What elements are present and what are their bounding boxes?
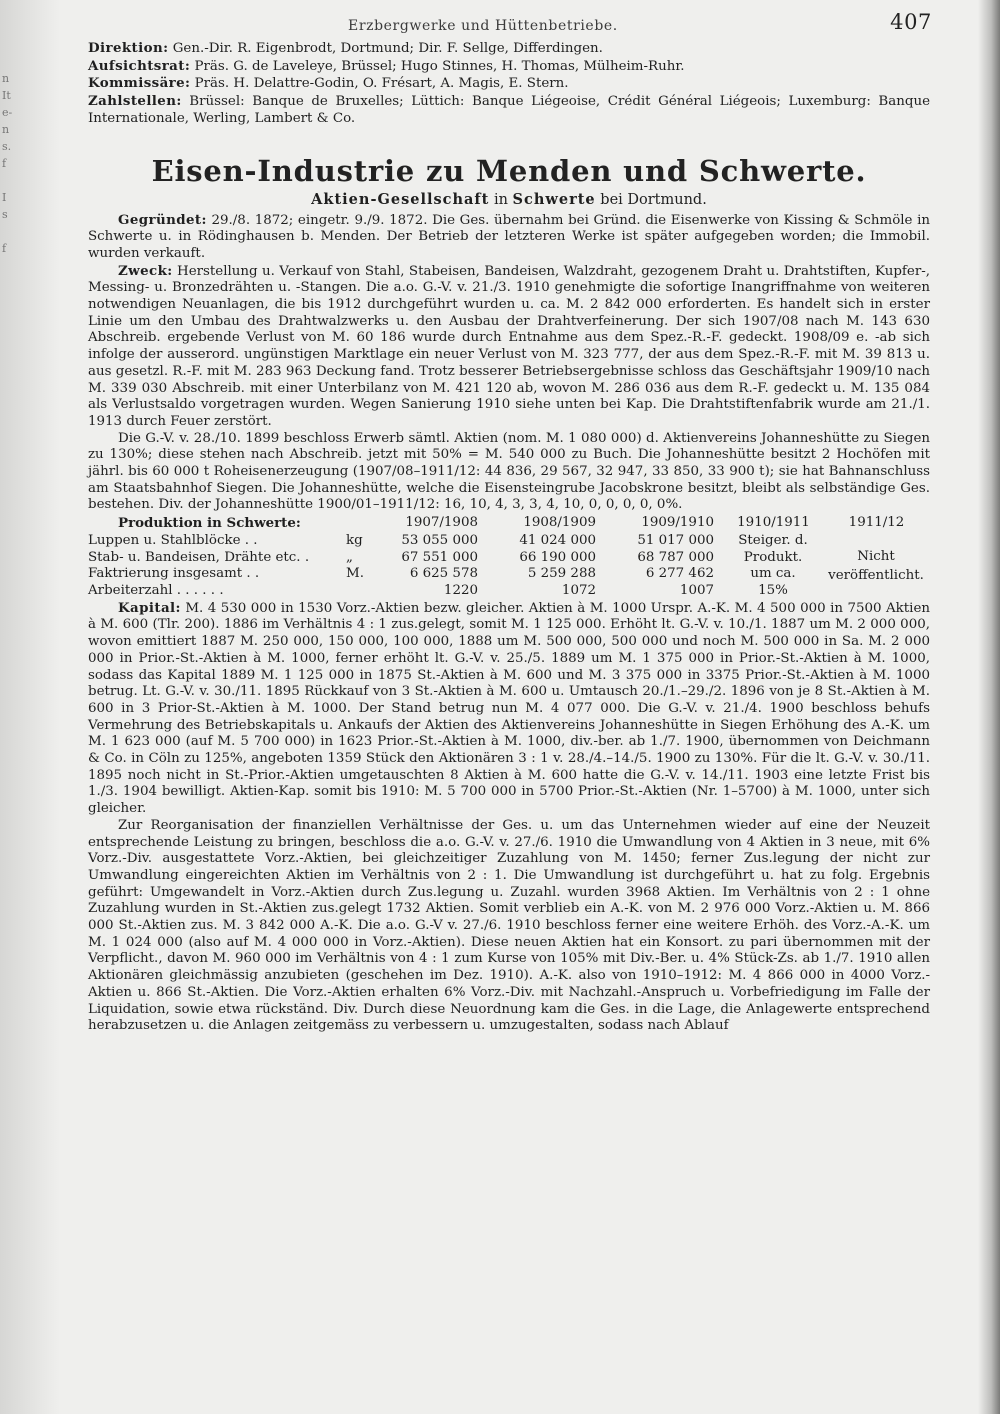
reorganisation-paragraph: Zur Reorganisation der finanziellen Verhältnisse der Ges. u. um das Unternehmen wieder auf eine der Neuzeit entsprechende Leistung zu bringen, beschloss die a.o. G.-V. v. 27./6. 1910 die Umwandlung von 4 Aktien in 3 neue, mit 6% Vorz.-Div. ausgestattete Vorz.-Aktien, bei gleichzeitiger Zuzahlung von M. 1450; ferner Zus.legung der nicht zur Umwandlung eingereichten Aktien im Verhältnis von 2 : 1. Die Umwandlung ist durchgeführt u. hat zu folg. Ergebnis geführt: Umgewandelt in Vorz.-Aktien durch Zus.legung u. Zuzahl. wurden 3968 Aktien. Im Verhältnis von 2 : 1 ohne Zuzahlung wurden in St.-Aktien zus.gelegt 1732 Aktien. Somit verblieb ein A.-K. von M. 2 976 000 Vorz.-Aktien u. M. 866 000 St.-Aktien zus. M. 3 842 000 A.-K. Die a.o. G.-V v. 27./6. 1910 beschloss ferner eine weitere Erhöh. des Vorz.-A.-K. um M. 1 024 000 (also auf M. 4 000 000 in Vorz.-Aktien). Diese neuen Aktien hat ein Konsort. zu pari übernommen mit der Verpflicht., davon M. 960 000 im Verhältnis von 4 : 1 zum Kurse von 105% mit Div.-Ber. u. 4% Stück-Zs. ab 1./7. 1910 allen Aktionären gleichmässig anzubieten (geschehen im Dez. 1910). A.-K. also von 1910–1912: M. 4 866 000 in 4000 Vorz.-Aktien u. 866 St.-Aktien. Die Vorz.-Aktien erhalten 6% Vorz.-Div. mit Nachzahl.-Anspruch u. Vorbefriedigung im Falle der Liquidation, sowie etwa rückständ. Div. Durch diese Neuordnung kam die Ges. in die Lage, die Anlagewerte entsprechend herabzusetzen u. die Anlagen zeitgemäss zu verbessern u. umzugestalten, sodass nach Ablauf (88, 817, 930, 1034)
row-unit: „ (346, 549, 353, 565)
row-name: Arbeiterzahl . . . . . . (88, 582, 224, 598)
purpose-label: Zweck: (118, 262, 173, 279)
capital-paragraph (88, 600, 930, 818)
row-note: um ca. (750, 566, 796, 582)
margin-glyph: s. (2, 140, 12, 153)
row-note: Produkt. (743, 549, 803, 565)
entry-label: Zahlstellen: (88, 93, 182, 110)
cell-value: 66 190 000 (519, 549, 596, 565)
directory-entry (88, 75, 930, 93)
table-row (88, 533, 930, 550)
directory-entry (88, 58, 930, 76)
year-header: 1910/1911 (737, 515, 810, 531)
cell-value: 6 277 462 (645, 566, 714, 582)
capital-label: Kapital: (118, 599, 181, 616)
running-title: Erzbergwerke und Hüttenbetriebe. (348, 18, 618, 34)
cell-value: 41 024 000 (519, 532, 596, 548)
directory-block (88, 40, 930, 128)
row-unit (346, 583, 370, 600)
margin-glyph: It (2, 89, 11, 102)
page-right-edge (978, 0, 1000, 1414)
row-name: Stab- u. Bandeisen, Drähte etc. . (88, 549, 310, 565)
margin-glyph: f (2, 242, 7, 255)
table-row (88, 566, 930, 583)
table-row (88, 550, 930, 567)
page-number: 407 (890, 10, 932, 34)
cell-value: 5 259 288 (527, 566, 596, 582)
entry-label: Direktion: (88, 40, 169, 56)
not-published-note: Nicht veröffentlicht. (828, 549, 924, 584)
year-header: 1908/1909 (523, 515, 596, 531)
subtitle-form: Aktien-Gesellschaft (311, 190, 490, 208)
row-note: Steiger. d. (738, 532, 808, 548)
founded-label: Gegründet: (118, 211, 207, 228)
subtitle-place: Schwerte (512, 190, 596, 208)
cell-value: 68 787 000 (637, 549, 714, 565)
company-subtitle (88, 190, 930, 210)
margin-glyph: e- (2, 106, 13, 119)
cell-value: 1007 (679, 582, 714, 598)
johanneshuette-paragraph: Die G.-V. v. 28./10. 1899 beschloss Erwerb sämtl. Aktien (nom. M. 1 080 000) d. Aktienvereins Johanneshütte zu Siegen zu 130%; diese stehen nach Abschreib. jetzt mit 50% = M. 540 000 zu Buch. Die Johanneshütte besitzt 2 Hochöfen mit jährl. bis 60 000 t Roheisenerzeugung (1907/08–1911/12: 44 836, 29 567, 32 947, 33 850, 33 900 t); sie hat Bahnanschluss am Staatsbahnhof Siegen. Die Johanneshütte, welche die Eisensteingrube Jacobskrone besitzt, bleibt als selbständige Ges. bestehen. Div. der Johanneshütte 1900/01–1911/12: 16, 10, 4, 3, 3, 4, 10, 0, 0, 0, 0, 0%. (88, 430, 930, 513)
cell-value: 6 625 578 (409, 566, 478, 582)
entry-text: Präs. G. de Laveleye, Brüssel; Hugo Stinnes, H. Thomas, Mülheim-Ruhr. (194, 58, 685, 74)
production-label: Produktion in Schwerte: (118, 515, 301, 532)
company-title: Eisen-Industrie zu Menden und Schwerte. (151, 153, 867, 188)
production-header-row (88, 514, 930, 533)
margin-glyph (2, 172, 16, 189)
row-note: 15% (758, 582, 788, 598)
founded-paragraph (88, 212, 930, 263)
cell-value: 51 017 000 (637, 532, 714, 548)
margin-glyph: n (2, 123, 10, 136)
cell-value: 53 055 000 (401, 532, 478, 548)
entry-text: Brüssel: Banque de Bruxelles; Lüttich: Banque Liégeoise, Crédit Général Liégeois; Luxemburg: Banque Internationale, Werling, Lambert & Co. (88, 94, 930, 126)
running-head (88, 12, 930, 40)
year-header: 1907/1908 (405, 515, 478, 531)
capital-text: M. 4 530 000 in 1530 Vorz.-Aktien bezw. gleicher. Aktien à M. 1000 Urspr. A.-K. M. 4 500 000 in 7500 Aktien à M. 600 (Tlr. 200). 1886 im Verhältnis 4 : 1 zus.gelegt, somit M. 1 125 000. Erhöht lt. G.-V. v. 10./1. 1887 um M. 2 000 000, wovon emittiert 1887 M. 250 000, 150 000, 100 000, 1888 um M. 500 000, 500 000 und noch M. 500 000 in Sa. M. 2 000 000 in Prior.-St.-Aktien à M. 1000, ferner erhöht lt. G.-V. v. 25./5. 1889 um M. 1 375 000 in Prior.-St.-Aktien à M. 1000, sodass das Kapital 1889 M. 1 125 000 in 1875 St.-Aktien à M. 600 und M. 3 375 000 in 3375 Prior.-St.-Aktien à M. 1000 betrug. Lt. G.-V. v. 30./11. 1895 Rückkauf von 3 St.-Aktien à M. 600 u. Umtausch 20./1.–29./2. 1896 von je 8 St.-Aktien à M. 600 in 3 Prior-St.-Aktien à M. 1000. Der Stand betrug nun M. 4 077 000. Die G.-V. v. 21./4. 1900 beschloss behufs Vermehrung des Betriebskapitals u. Ankaufs der Aktien des Aktienvereins Johanneshütte in Siegen Erhöhung des A.-K. um M. 1 623 000 (auf M. 5 700 000) in 1623 Prior.-St.-Aktien à M. 1000, div.-ber. ab 1./7. 1900, übernommen von Deichmann & Co. in Cöln zu 125%, angeboten 1359 Stück den Aktionären 3 : 1 v. 28./4.–14./5. 1900 zu 130%. Für die lt. G.-V. v. 30./11. 1895 noch nicht in St.-Prior.-Aktien umgetauschten 8 Aktien à M. 600 hatte die G.-V. v. 14./11. 1903 eine letzte Frist bis 1./3. 1904 bewilligt. Aktien-Kap. somit bis 1910: M. 5 700 000 in 5700 Prior.-St.-Aktien (Nr. 1–5700) à M. 1000, unter sich gleicher. (88, 600, 930, 817)
row-name: Luppen u. Stahlblöcke . . (88, 532, 258, 548)
year-header: 1911/12 (848, 515, 905, 531)
directory-entry (88, 40, 930, 58)
row-unit: kg (346, 532, 363, 548)
subtitle-rest: bei Dortmund. (600, 191, 707, 208)
row-unit: M. (346, 566, 364, 582)
margin-glyph (2, 223, 16, 240)
cell-value: 1072 (561, 582, 596, 598)
entry-label: Kommissäre: (88, 75, 191, 92)
year-header: 1909/1910 (641, 515, 714, 531)
entry-text: Gen.-Dir. R. Eigenbrodt, Dortmund; Dir. F. Sellge, Differdingen. (172, 41, 603, 56)
entry-label: Aufsichtsrat: (88, 57, 191, 74)
margin-fragments (2, 70, 16, 257)
purpose-text: Herstellung u. Verkauf von Stahl, Stabeisen, Bandeisen, Walzdraht, gezogenem Draht u. Drahtstiften, Kupfer-, Messing- u. Bronzedrähten u. -Stangen. Die a.o. G.-V. v. 21./3. 1910 genehmigte die sofortige Inangriffnahme von weiteren notwendigen Neuanlagen, die bis 1912 durchgeführt wurden u. ca. M. 2 842 000 erforderten. Es handelt sich in erster Linie um den Umbau des Drahtwalzwerks u. den Ausbau der Drahtverfeinerung. Der sich 1907/08 nach M. 143 630 Abschreib. ergebende Verlust von M. 60 186 wurde durch Entnahme aus dem Spez.-R.-F. gedeckt. 1908/09 e. -ab sich infolge der ausserord. ungünstigen Marktlage ein neuer Verlust von M. 323 777, der aus dem Spez.-R.-F. mit M. 39 813 u. aus gesetzl. R.-F. mit M. 283 963 Deckung fand. Trotz besserer Betriebsergebnisse schloss das Geschäftsjahr 1909/10 nach M. 339 030 Abschreib. mit einer Unterbilanz von M. 421 120 ab, wovon M. 286 036 aus dem R.-F. gedeckt u. M. 135 084 als Verlustsaldo vorgetragen wurden. Wegen Sanierung 1910 siehe unten bei Kap. Die Drahtstiftenfabrik wurde am 21./1. 1913 durch Feuer zerstört. (88, 263, 930, 429)
subtitle-in: in (493, 191, 508, 208)
margin-glyph: f (2, 157, 7, 170)
row-name: Faktrierung insgesamt . . (88, 566, 260, 582)
founded-text: 29./8. 1872; eingetr. 9./9. 1872. Die Ges. übernahm bei Gründ. die Eisenwerke von Kissing & Schmöle in Schwerte u. in Rödinghausen b. Menden. Der Betrieb der letzteren Werke ist später aufgegeben worden; die Immobil. wurden verkauft. (88, 212, 930, 261)
directory-entry (88, 93, 930, 127)
cell-value: 1220 (443, 582, 478, 598)
production-table (88, 514, 930, 600)
margin-glyph: I (2, 191, 7, 204)
margin-glyph: n (2, 72, 10, 85)
entry-text: Präs. H. Delattre-Godin, O. Frésart, A. Magis, E. Stern. (194, 76, 569, 92)
purpose-paragraph (88, 263, 930, 431)
margin-glyph: s (2, 208, 8, 221)
document-page (88, 12, 930, 1035)
cell-value: 67 551 000 (401, 549, 478, 565)
table-row (88, 583, 930, 600)
